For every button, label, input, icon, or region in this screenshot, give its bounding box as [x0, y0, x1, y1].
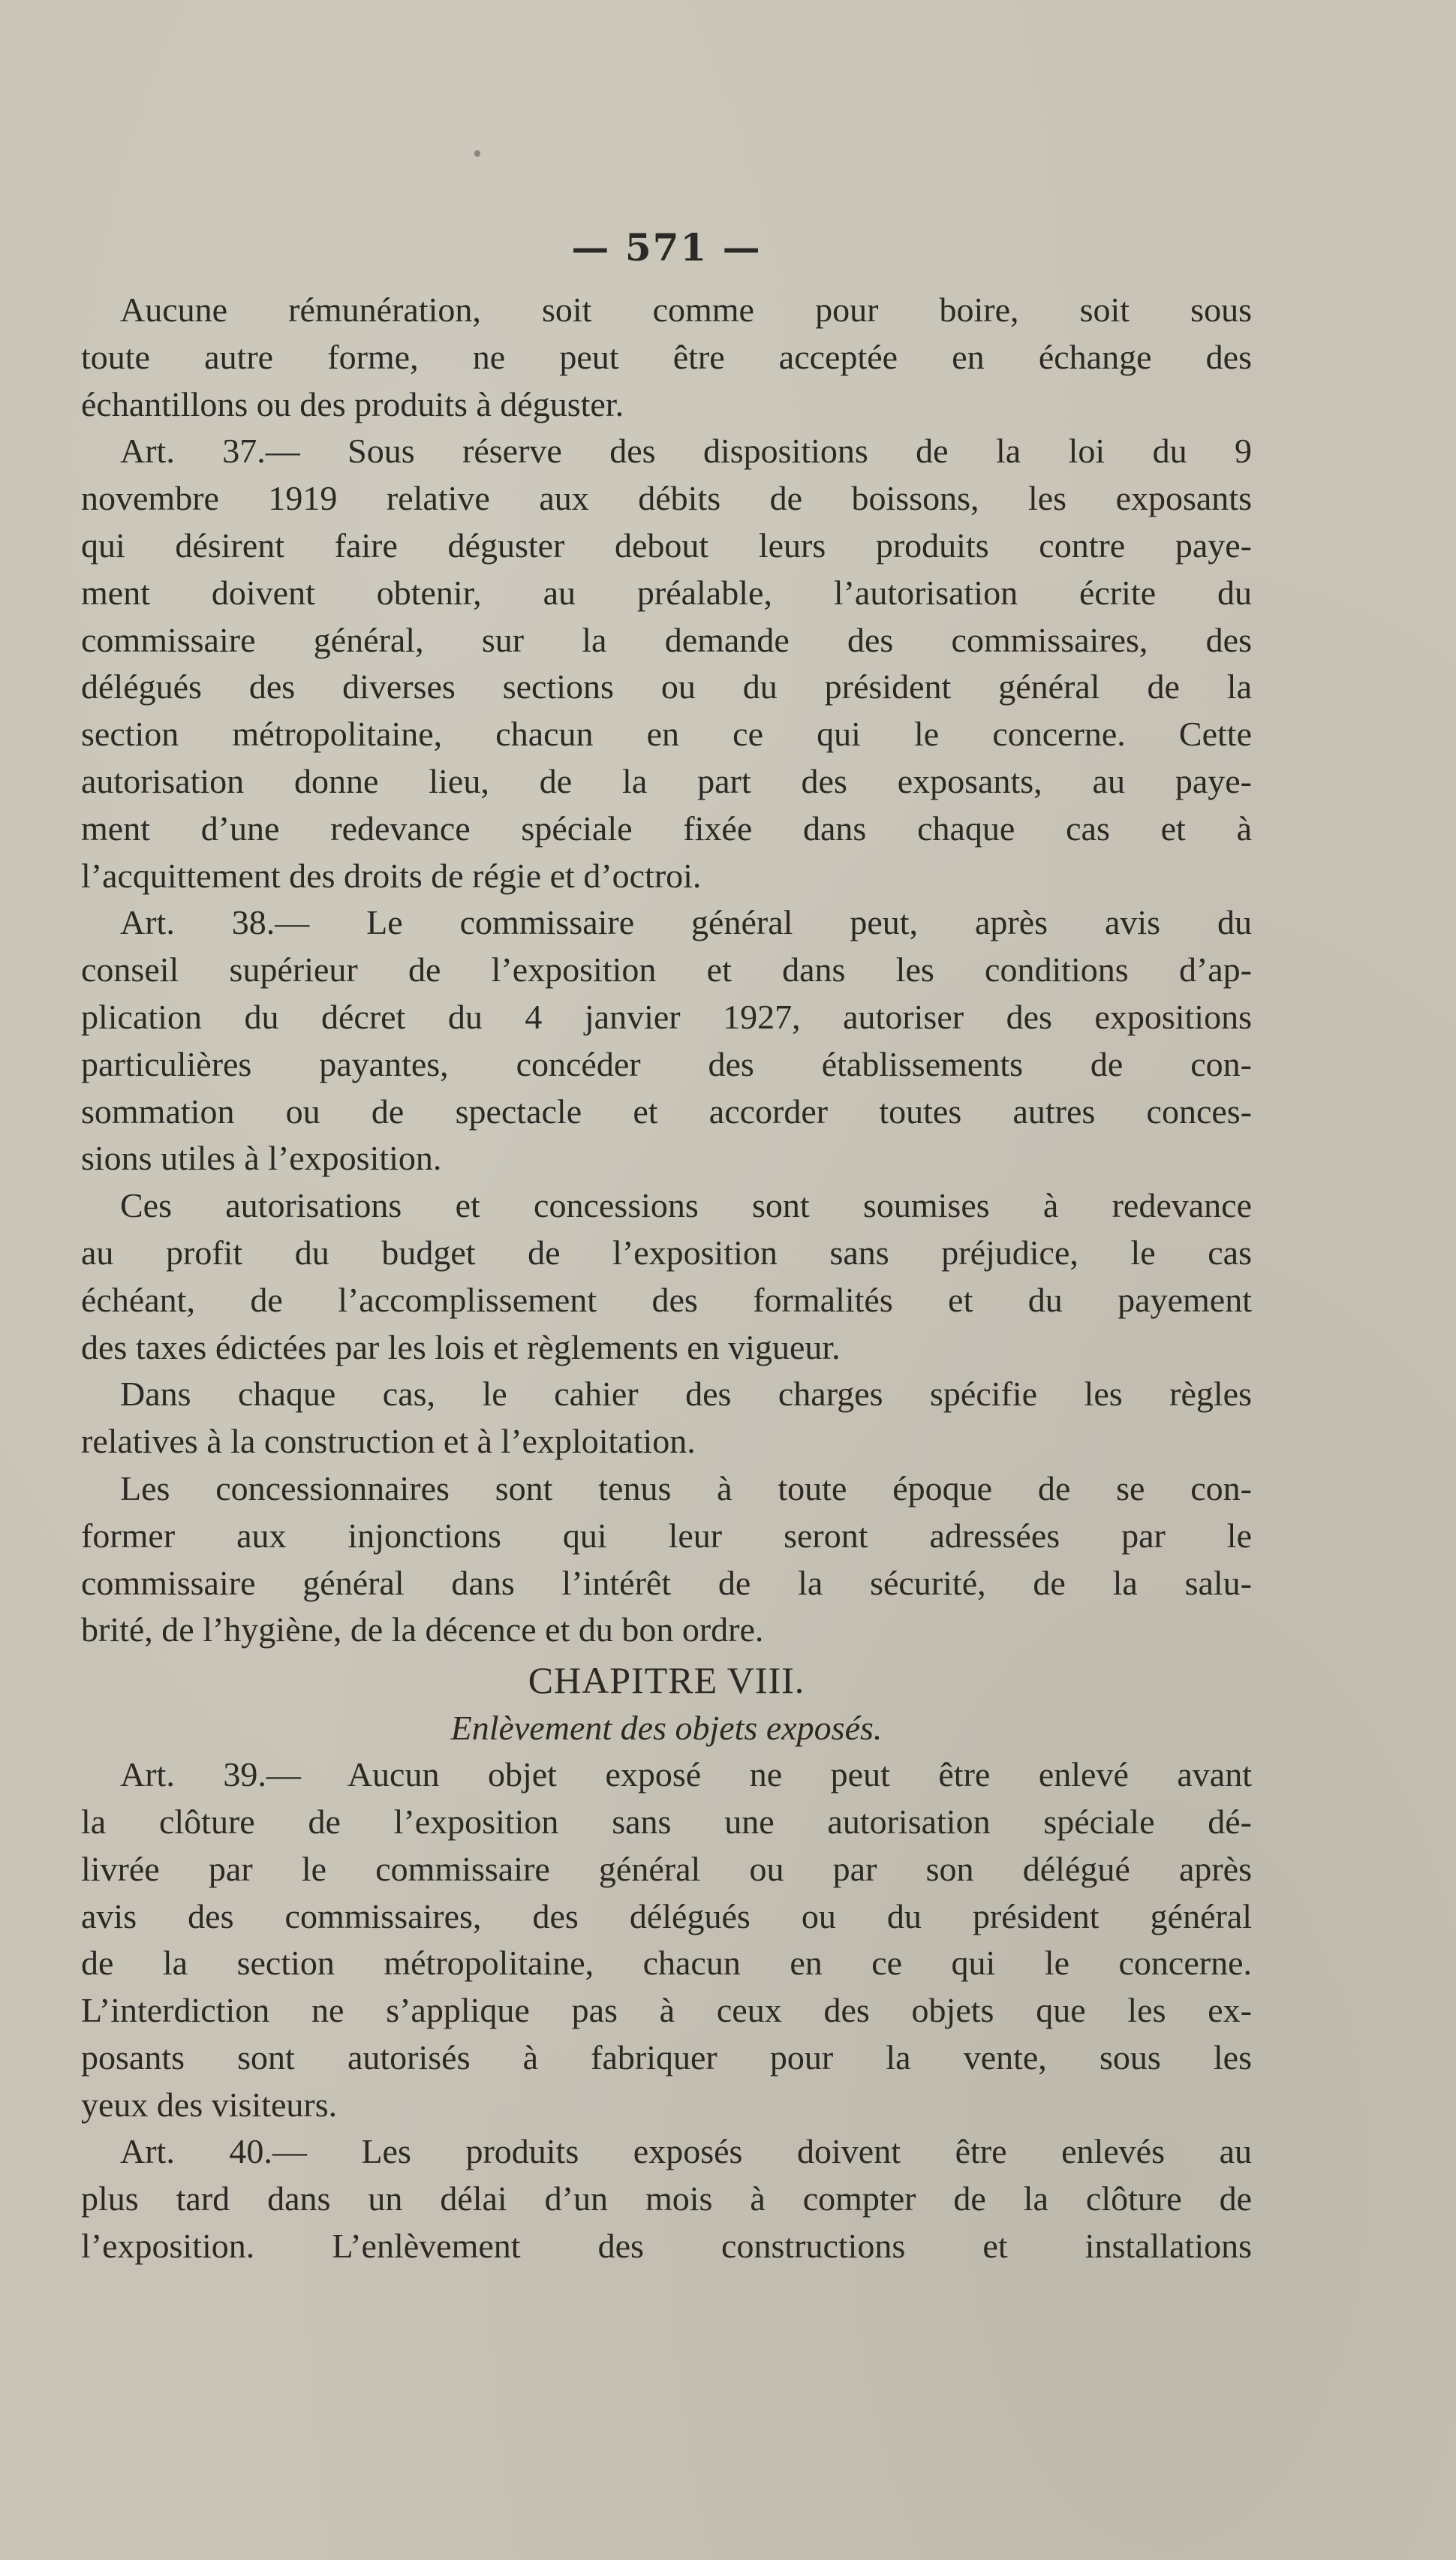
text-line: au profit du budget de l’exposition sans préjudice, le cas — [81, 1233, 1252, 1272]
page-number: — 571 — — [571, 225, 762, 270]
text-line: plication du décret du 4 janvier 1927, autoriser des expositions — [81, 997, 1252, 1036]
text-line: Ces autorisations et concessions sont soumises à redevance — [120, 1186, 1252, 1225]
text-line: yeux des visiteurs. — [81, 2085, 338, 2124]
text-line: livrée par le commissaire général ou par son délégué après — [81, 1849, 1252, 1888]
chapter-subtitle: Enlèvement des objets exposés. — [450, 1709, 883, 1748]
text-line: Art. 39.— Aucun objet exposé ne peut être enlevé avant — [120, 1755, 1252, 1794]
text-line: des taxes édictées par les lois et règlements en vigueur. — [81, 1327, 841, 1366]
text-line: section métropolitaine, chacun en ce qui le concerne. Cette — [81, 715, 1252, 754]
text-line: la clôture de l’exposition sans une autorisation spéciale dé- — [81, 1802, 1252, 1841]
text-line: Art. 37.— Sous réserve des dispositions de la loi du 9 — [120, 432, 1252, 471]
text-line: ment doivent obtenir, au préalable, l’autorisation écrite du — [81, 573, 1252, 612]
paragraph — [81, 287, 1252, 428]
text-line: avis des commissaires, des délégués ou du président général — [81, 1896, 1252, 1935]
text-line: Art. 40.— Les produits exposés doivent être enlevés au — [120, 2132, 1252, 2171]
text-line: plus tard dans un délai d’un mois à compter de la clôture de — [81, 2179, 1252, 2218]
body-text-before-chapter — [81, 287, 1252, 1654]
page-content — [81, 218, 1252, 2270]
text-line: conseil supérieur de l’exposition et dans les conditions d’ap- — [81, 950, 1252, 989]
text-line: particulières payantes, concéder des établissements de con- — [81, 1044, 1252, 1083]
text-line: sions utiles à l’exposition. — [81, 1139, 442, 1178]
text-line: Les concessionnaires sont tenus à toute époque de se con- — [120, 1468, 1252, 1507]
text-line: toute autre forme, ne peut être acceptée en échange des — [81, 337, 1252, 376]
text-line: échantillons ou des produits à déguster. — [81, 384, 624, 423]
paragraph — [81, 1371, 1252, 1465]
text-line: qui désirent faire déguster debout leurs produits contre paye- — [81, 526, 1252, 565]
text-line: brité, de l’hygiène, de la décence et du bon ordre. — [81, 1610, 764, 1649]
text-line: délégués des diverses sections ou du président général de la — [81, 667, 1252, 706]
paper-spot — [474, 150, 480, 157]
text-line: posants sont autorisés à fabriquer pour la vente, sous les — [81, 2037, 1252, 2077]
text-line: ment d’une redevance spéciale fixée dans chaque cas et à — [81, 809, 1252, 848]
body-text-after-chapter — [81, 1751, 1252, 2270]
text-line: relatives à la construction et à l’exploitation. — [81, 1422, 696, 1461]
text-line: novembre 1919 relative aux débits de boissons, les exposants — [81, 479, 1252, 518]
text-line: sommation ou de spectacle et accorder toutes autres conces- — [81, 1092, 1252, 1131]
text-line: commissaire général, sur la demande des commissaires, des — [81, 620, 1252, 659]
text-line: échéant, de l’accomplissement des formalités et du payement — [81, 1280, 1252, 1319]
paragraph — [81, 1465, 1252, 1654]
text-line: L’interdiction ne s’applique pas à ceux des objets que les ex- — [81, 1991, 1252, 2030]
text-line: de la section métropolitaine, chacun en ce qui le concerne. — [81, 1944, 1252, 1983]
text-line: former aux injonctions qui leur seront adressées par le — [81, 1516, 1252, 1555]
text-line: l’acquittement des droits de régie et d’octroi. — [81, 856, 702, 895]
paragraph — [81, 428, 1252, 899]
chapter-title: CHAPITRE VIII. — [528, 1659, 805, 1702]
text-line: Aucune rémunération, soit comme pour boire, soit sous — [120, 291, 1252, 329]
paragraph — [81, 1182, 1252, 1371]
text-line: Art. 38.— Le commissaire général peut, après avis du — [120, 903, 1252, 942]
paragraph — [81, 2128, 1252, 2269]
text-line: Dans chaque cas, le cahier des charges spécifie les règles — [120, 1375, 1252, 1414]
text-line: l’exposition. L’enlèvement des constructions et installations — [81, 2227, 1252, 2266]
paragraph — [81, 899, 1252, 1182]
paragraph — [81, 1751, 1252, 2128]
text-line: autorisation donne lieu, de la part des exposants, au paye- — [81, 761, 1252, 800]
text-line: commissaire général dans l’intérêt de la sécurité, de la salu- — [81, 1563, 1252, 1602]
